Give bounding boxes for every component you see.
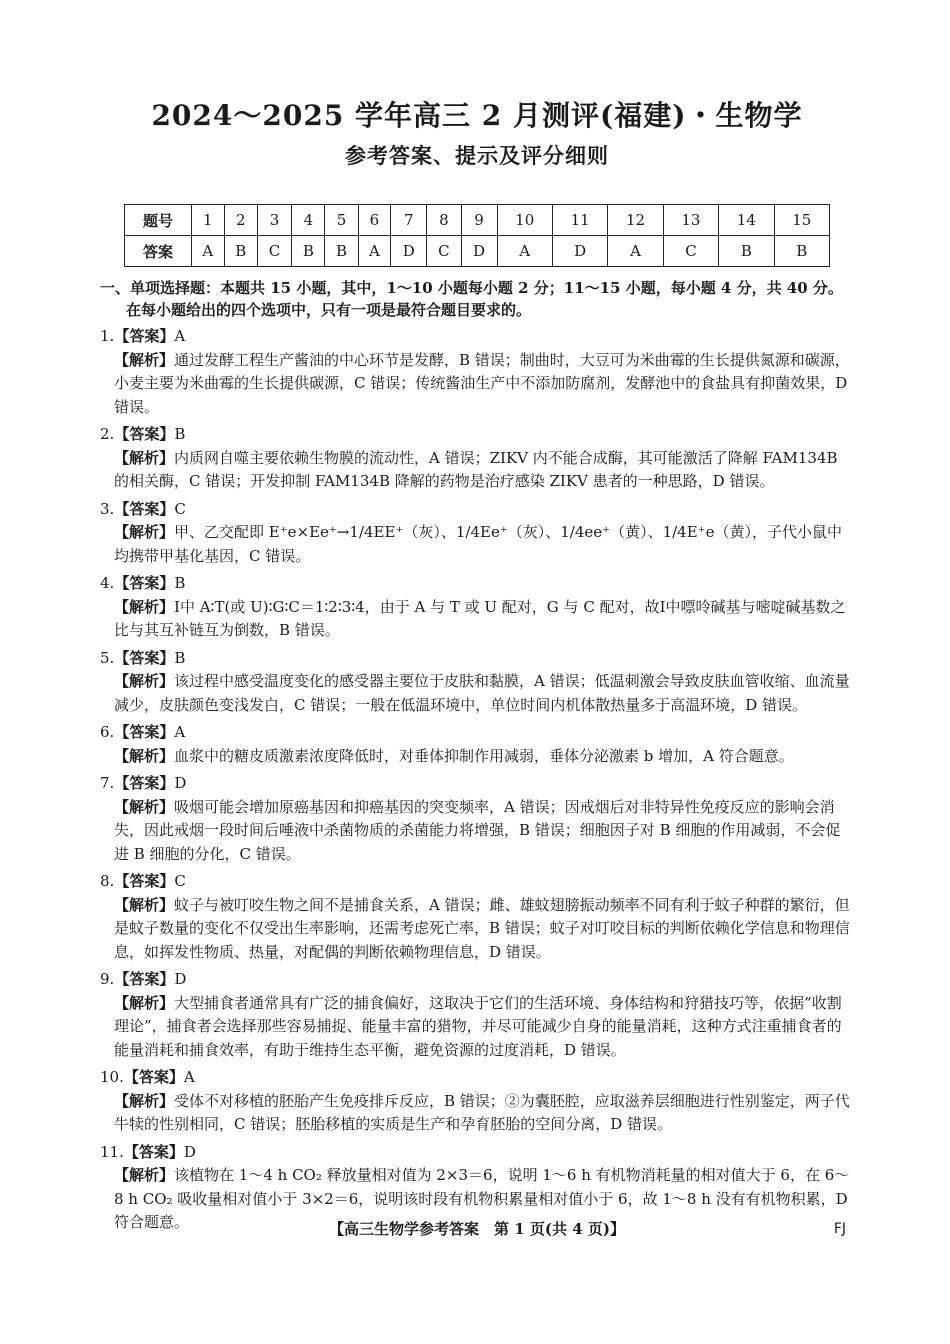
answer-value: A [174, 327, 186, 345]
list-item [100, 968, 854, 1062]
answer-label: 【答案】 [123, 1142, 184, 1161]
q-answer: A [358, 236, 391, 267]
list-item [100, 572, 854, 643]
explanation-text: 甲、乙交配即 E⁺e×Ee⁺→1/4EE⁺（灰）、1/4Ee⁺（灰）、1/4ee⁺（黄）、1/4E⁺e（黄），子代小鼠中均携带甲基化基因，C 错误。 [114, 523, 842, 565]
q-answer: C [257, 236, 291, 267]
explanation [100, 1090, 854, 1137]
table-row-numbers [125, 205, 830, 236]
explanation-text: 蚊子与被叮咬生物之间不是捕食关系，A 错误；雌、雄蚊翅膀振动频率不同有利于蚊子种群的繁衍，但是蚊子数量的变化不仅受出生率影响，还需考虑死亡率，B 错误；蚊子对叮咬目标的判断依赖化学信息和物理信息，如挥发性物质、热量，对配偶的判断依赖物理信息，D 错误。 [114, 895, 850, 961]
answer-line [100, 647, 854, 671]
q-answer: B [774, 236, 829, 267]
answer-value: B [174, 648, 186, 667]
answer-table [124, 204, 830, 267]
answer-label: 【答案】 [114, 327, 175, 345]
footer-code: FJ [833, 1221, 846, 1237]
q-answer: A [192, 236, 225, 267]
answer-label: 【答案】 [114, 574, 175, 592]
explanation-label: 【解析】 [114, 993, 175, 1012]
answer-value: A [183, 1068, 195, 1086]
q-number: 10 [497, 205, 552, 236]
explanation [100, 670, 854, 717]
question-number: 6. [100, 723, 115, 741]
row-label-answer: 答案 [125, 236, 192, 267]
q-answer: D [391, 236, 427, 267]
question-number: 9. [100, 970, 115, 988]
answer-line [100, 423, 854, 447]
q-number: 7 [391, 205, 427, 236]
explanation-label: 【解析】 [114, 350, 175, 369]
explanation [100, 521, 854, 568]
answer-value: B [174, 574, 186, 592]
question-number: 10. [100, 1068, 124, 1086]
list-item [100, 1066, 854, 1137]
q-number: 1 [192, 205, 225, 236]
answer-value: C [174, 499, 186, 518]
explanation [100, 992, 854, 1063]
answer-line [100, 1141, 854, 1165]
answer-label: 【答案】 [114, 648, 175, 667]
q-answer: D [552, 236, 607, 267]
answer-line [100, 870, 854, 894]
explanation-text: 该过程中感受温度变化的感受器主要位于皮肤和黏膜，A 错误；低温刺激会导致皮肤血管收缩、血流量减少，皮肤颜色变浅发白，C 错误；一般在低温环境中，单位时间内机体散热量多于高温环境，D 错误。 [114, 672, 850, 714]
table-row-answers [125, 236, 830, 267]
answer-label: 【答案】 [114, 774, 175, 792]
answer-label: 【答案】 [114, 872, 175, 890]
explanation-label: 【解析】 [114, 523, 175, 541]
question-number: 3. [100, 499, 115, 518]
list-item [100, 721, 854, 768]
explanation [100, 796, 854, 867]
answer-line [100, 498, 854, 522]
explanation-label: 【解析】 [114, 597, 175, 616]
question-number: 11. [100, 1142, 124, 1161]
explanation-text: 受体不对移植的胚胎产生免疫排斥反应，B 错误；②为囊胚腔，应取滋养层细胞进行性别鉴定，两子代牛犊的性别相同，C 错误；胚胎移植的实质是生产和孕育胚胎的空间分离，D 错误。 [114, 1091, 850, 1133]
q-number: 9 [461, 205, 497, 236]
explanation-text: 通过发酵工程生产酱油的中心环节是发酵，B 错误；制曲时，大豆可为米曲霉的生长提供氮源和碳源，小麦主要为米曲霉的生长提供碳源，C 错误；传统酱油生产中不添加防腐剂，发酵池中的食盐具有抑菌效果，D 错误。 [114, 350, 850, 416]
explanation-label: 【解析】 [114, 895, 175, 914]
q-number: 14 [719, 205, 774, 236]
answer-value: B [174, 425, 186, 443]
q-answer: B [719, 236, 774, 267]
q-number: 5 [325, 205, 358, 236]
q-number: 6 [358, 205, 391, 236]
answer-label: 【答案】 [114, 499, 175, 518]
answer-line [100, 1066, 854, 1090]
answer-line [100, 572, 854, 596]
q-answer: C [427, 236, 461, 267]
answer-label: 【答案】 [123, 1068, 184, 1086]
question-number: 7. [100, 774, 115, 792]
explanation-label: 【解析】 [114, 1091, 175, 1110]
answer-line [100, 772, 854, 796]
explanation-label: 【解析】 [114, 797, 175, 816]
explanation [100, 894, 854, 965]
q-number: 12 [608, 205, 663, 236]
page-subtitle: 参考答案、提示及评分细则 [345, 143, 609, 168]
explanation-text: 该植物在 1～4 h CO₂ 释放量相对值为 2×3＝6，说明 1～6 h 有机物消耗量的相对值大于 6，在 6～8 h CO₂ 吸收量相对值小于 3×2＝6，说明该时段有机物积累量相对值小于 6，故 1～8 h 没有有机物积累，D 符合题意。 [114, 1166, 850, 1231]
list-item [100, 772, 854, 866]
q-number: 4 [292, 205, 325, 236]
q-answer: B [292, 236, 325, 267]
q-answer: B [224, 236, 257, 267]
footer-page-info: 【高三生物学参考答案 第 1 页(共 4 页)】 [329, 1220, 625, 1238]
q-number: 11 [552, 205, 607, 236]
list-item [100, 870, 854, 964]
q-answer: A [608, 236, 663, 267]
answer-label: 【答案】 [114, 723, 175, 741]
q-number: 2 [224, 205, 257, 236]
question-number: 1. [100, 327, 115, 345]
q-answer: B [325, 236, 358, 267]
answer-value: D [183, 1142, 196, 1161]
page-footer [100, 1218, 854, 1240]
q-answer: D [461, 236, 497, 267]
answer-line [100, 721, 854, 745]
question-number: 4. [100, 574, 115, 592]
row-label-number: 题号 [125, 205, 192, 236]
answer-line [100, 325, 854, 349]
answer-value: D [174, 970, 187, 988]
answer-value: C [174, 872, 186, 890]
explanation-label: 【解析】 [114, 1166, 175, 1184]
explanation [100, 447, 854, 494]
answer-explanations [100, 325, 854, 1235]
list-item [100, 423, 854, 494]
section-heading: 一、单项选择题：本题共 15 小题，其中，1～10 小题每小题 2 分；11～15 小题，每小题 4 分，共 40 分。在每小题给出的四个选项中，只有一项是最符合题目要求的。 [100, 279, 843, 319]
explanation-text: 大型捕食者通常具有广泛的捕食偏好，这取决于它们的生活环境、身体结构和狩猎技巧等，依据“收割理论”，捕食者会选择那些容易捕捉、能量丰富的猎物，并尽可能减少自身的能量消耗，这种方式注重捕食者的能量消耗和捕食效率，有助于维持生态平衡，避免资源的过度消耗，D 错误。 [114, 993, 842, 1059]
explanation-label: 【解析】 [114, 448, 175, 467]
question-number: 5. [100, 648, 115, 667]
answer-label: 【答案】 [114, 970, 175, 988]
explanation-text: 血浆中的糖皮质激素浓度降低时，对垂体抑制作用减弱，垂体分泌激素 b 增加，A 符合题意。 [174, 746, 794, 765]
answer-value: D [174, 774, 187, 792]
explanation-label: 【解析】 [114, 746, 175, 765]
explanation-text: 内质网自噬主要依赖生物膜的流动性，A 错误；ZIKV 内不能合成酶，其可能激活了降解 FAM134B 的相关酶，C 错误；开发抑制 FAM134B 降解的药物是治疗感染 ZIKV 患者的一种思路，D 错误。 [114, 448, 838, 490]
q-answer: A [497, 236, 552, 267]
q-number: 8 [427, 205, 461, 236]
q-number: 13 [663, 205, 718, 236]
q-answer: C [663, 236, 718, 267]
answer-label: 【答案】 [114, 425, 175, 443]
explanation [100, 745, 854, 769]
list-item [100, 325, 854, 419]
explanation [100, 596, 854, 643]
list-item [100, 647, 854, 718]
answer-line [100, 968, 854, 992]
explanation [100, 349, 854, 420]
q-number: 15 [774, 205, 829, 236]
page-title: 2024～2025 学年高三 2 月测评(福建)・生物学 [151, 99, 803, 132]
question-number: 8. [100, 872, 115, 890]
explanation-text: Ⅰ中 A∶T(或 U)∶G∶C＝1∶2∶3∶4，由于 A 与 T 或 U 配对，G 与 C 配对，故Ⅰ中嘌呤碱基与嘧啶碱基数之比与其互补链互为倒数，B 错误。 [114, 597, 846, 639]
explanation-text: 吸烟可能会增加原癌基因和抑癌基因的突变频率，A 错误；因戒烟后对非特异性免疫反应的影响会消失，因此戒烟一段时间后唾液中杀菌物质的杀菌能力将增强，B 错误；细胞因子对 B 细胞的作用减弱，不会促进 B 细胞的分化，C 错误。 [114, 797, 841, 863]
answer-value: A [174, 723, 186, 741]
q-number: 3 [257, 205, 291, 236]
question-number: 2. [100, 425, 115, 443]
explanation-label: 【解析】 [114, 672, 175, 690]
list-item [100, 498, 854, 569]
